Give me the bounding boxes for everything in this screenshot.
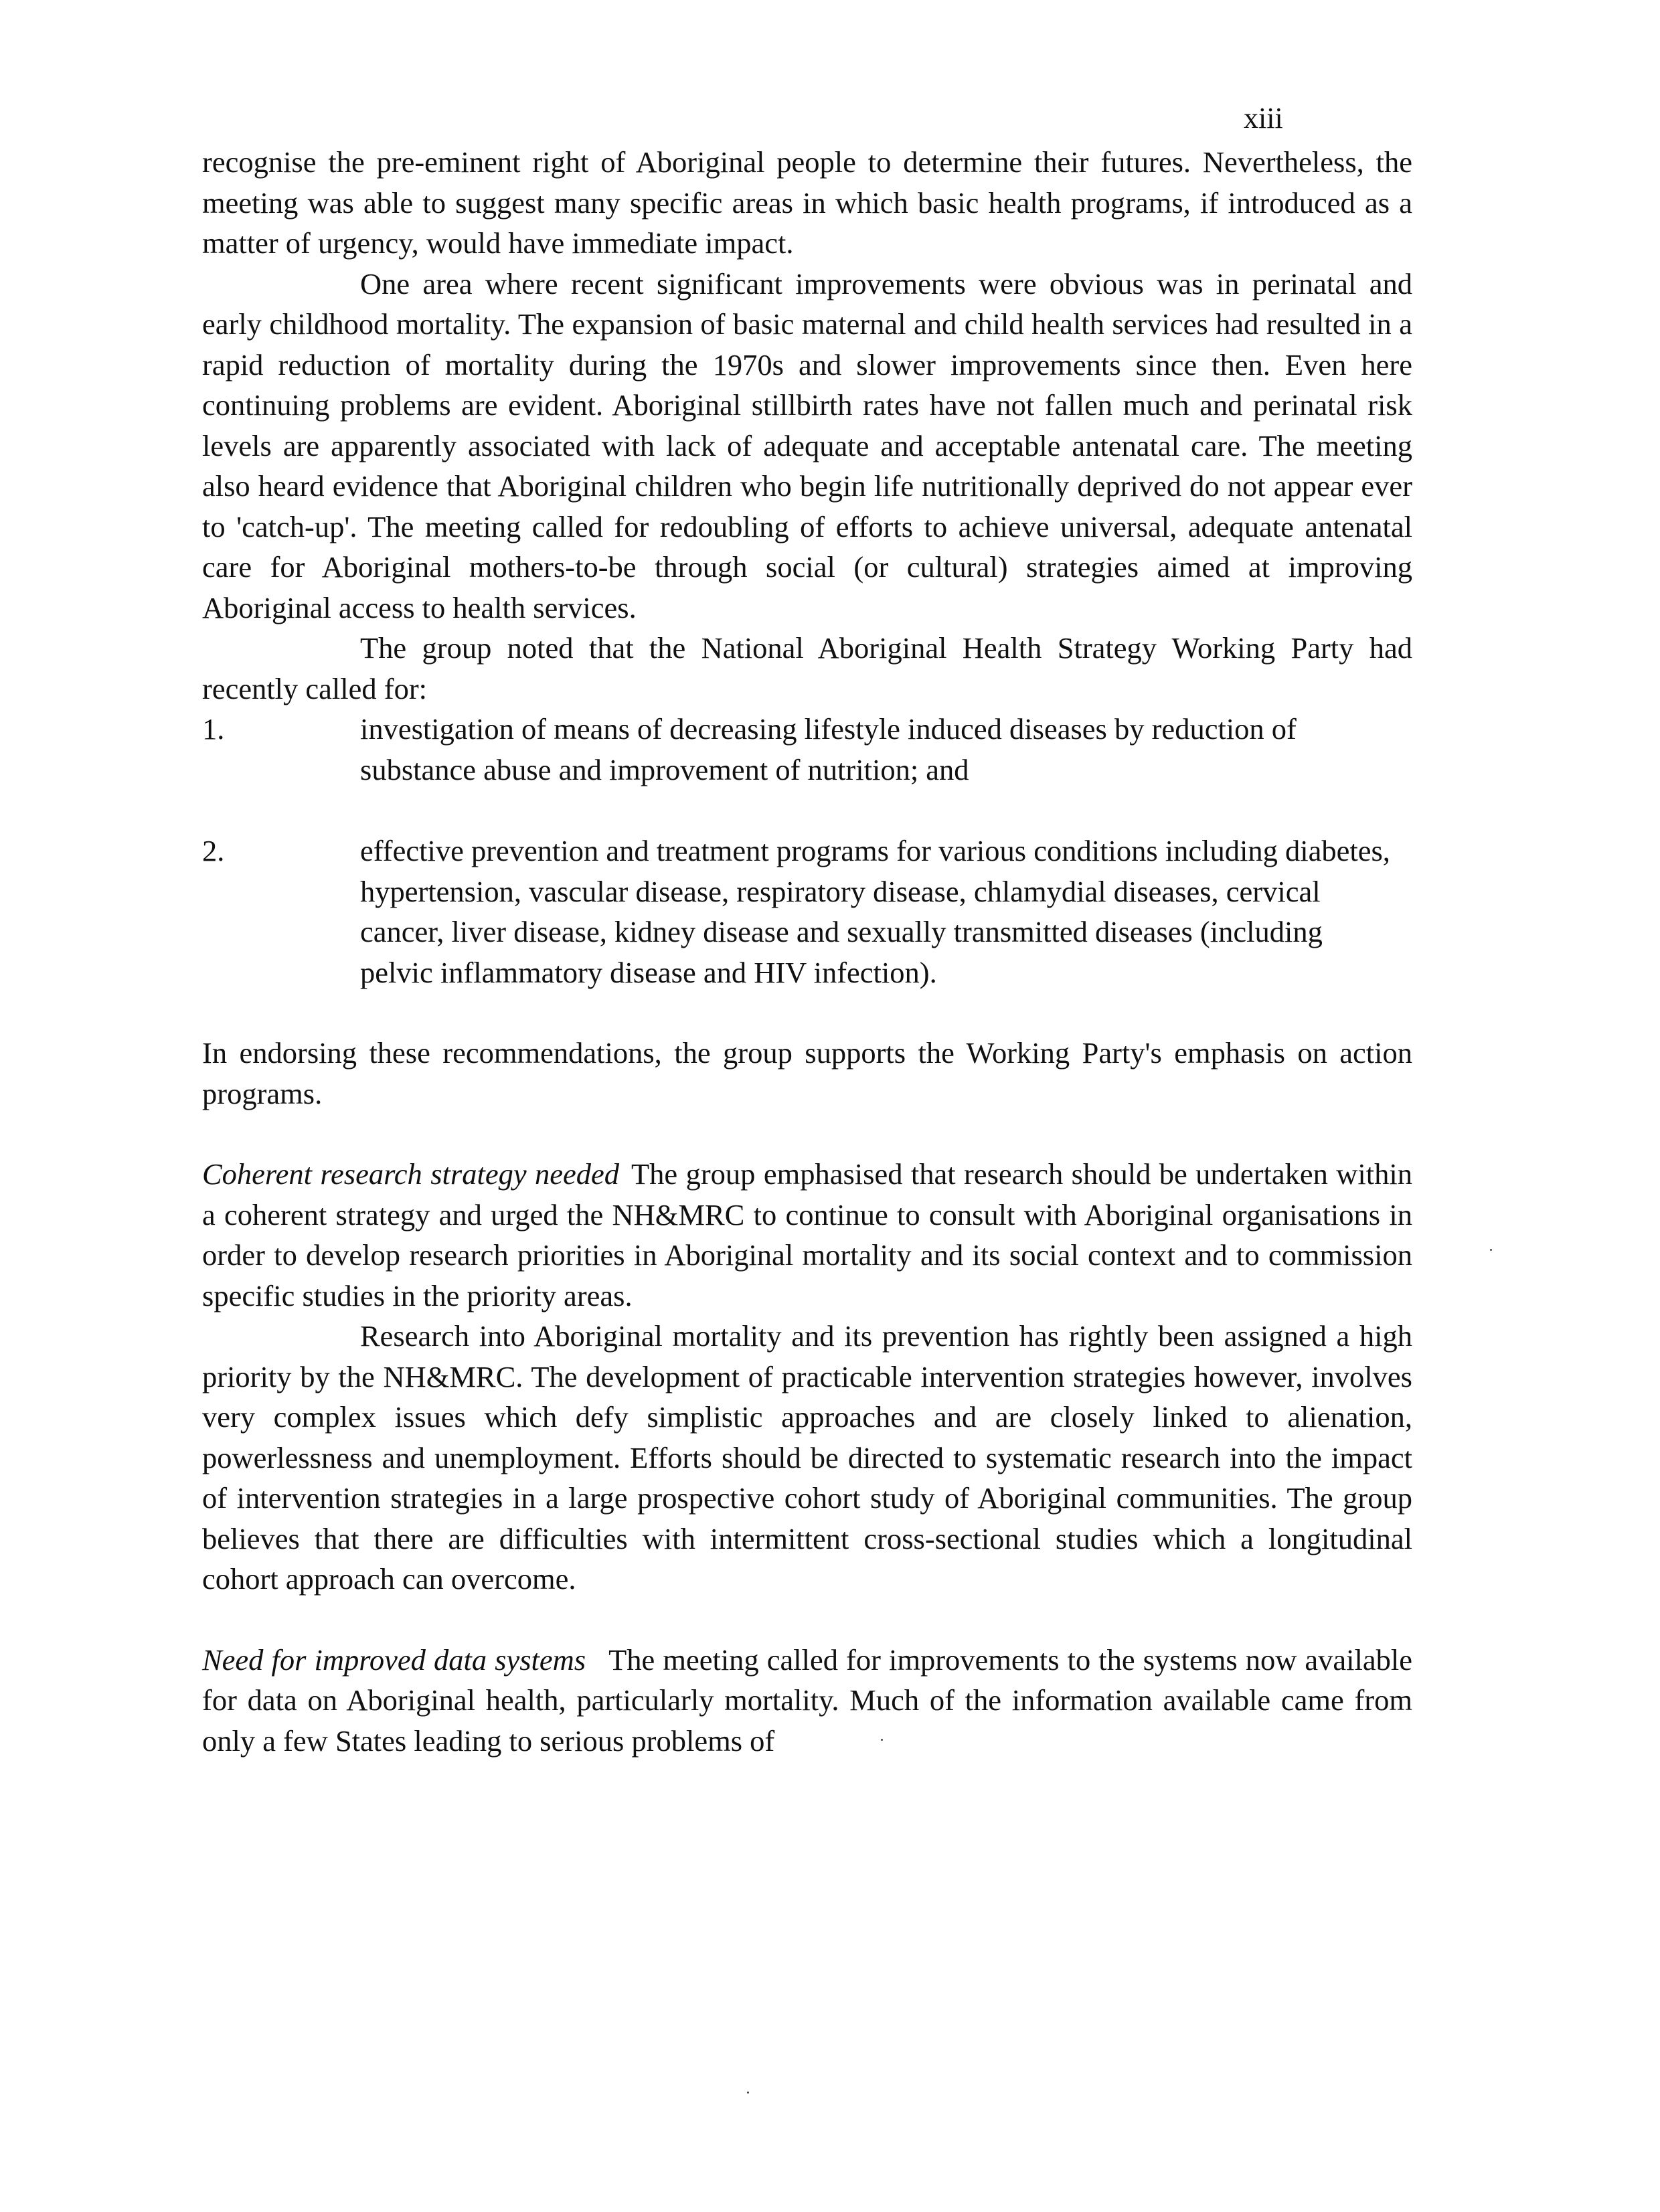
section-research-strategy [202,1154,1412,1316]
paragraph-endorsement: In endorsing these recommendations, the group supports the Working Party's emphasis on action programs. [202,1036,1412,1110]
paragraph-research-priority: Research into Aboriginal mortality and its prevention has rightly been assigned a high priority by the NH&MRC. The development of practicable intervention strategies however, involves very complex issues which defy simplistic approaches and are closely linked to alienation, powerlessness and unemployment. Efforts should be directed to systematic research into the impact of intervention strategies in a large prospective cohort study of Aboriginal communities. The group believes that there are difficulties with intermittent cross-sectional studies which a longitudinal cohort approach can overcome. [202,1319,1412,1596]
scan-speck [881,1739,883,1741]
recommendations-list [202,709,1412,993]
list-item [202,831,1412,993]
list-item-text: investigation of means of decreasing lifestyle induced diseases by reduction of substance abuse and improvement of nutrition; and [360,712,1297,786]
section-body: The meeting called for improvements to the systems now available for data on Aboriginal health, particularly mortality. Much of the information available came from only a few States leading to serious problems of [202,1642,1412,1758]
scan-speck [747,2092,749,2094]
page-number: xiii [1244,102,1283,135]
document-body [202,142,1412,1761]
list-item-number: 2. [202,834,225,867]
section-heading: Coherent research strategy needed [202,1157,619,1191]
list-item-number: 1. [202,712,225,746]
list-item [202,709,1412,790]
section-data-systems [202,1640,1412,1762]
list-item-text: effective prevention and treatment programs for various conditions including diabetes, hypertension, vascular disease, respiratory disease, chlamydial diseases, cervical cancer, liver disease, kidney disease and sexually transmitted diseases (including pelvic inflammatory disease and HIV infection). [360,834,1390,989]
section-heading: Need for improved data systems [202,1642,586,1677]
paragraph-working-party-intro: The group noted that the National Aboriginal Health Strategy Working Party had recently called for: [202,631,1412,705]
scan-speck [1490,1249,1492,1251]
section-body: The group emphasised that research should be undertaken within a coherent strategy and urged the NH&MRC to continue to consult with Aboriginal organisations in order to develop research priorities in Aboriginal mortality and its social context and to commission specific studies in the priority areas. [202,1157,1412,1312]
paragraph-perinatal-mortality: One area where recent significant improvements were obvious was in perinatal and early childhood mortality. The expansion of basic maternal and child health services had resulted in a rapid reduction of mortality during the 1970s and slower improvements since then. Even here continuing problems are evident. Aboriginal stillbirth rates have not fallen much and perinatal risk levels are apparently associated with lack of adequate and acceptable antenatal care. The meeting also heard evidence that Aboriginal children who begin life nutritionally deprived do not appear ever to 'catch-up'. The meeting called for redoubling of efforts to achieve universal, adequate antenatal care for Aboriginal mothers-to-be through social (or cultural) strategies aimed at improving Aboriginal access to health services. [202,266,1412,624]
paragraph-continuation: recognise the pre-eminent right of Aboriginal people to determine their futures. Nevertheless, the meeting was able to suggest many specific areas in which basic health programs, if introduced as a matter of urgency, would have immediate impact. [202,145,1412,260]
